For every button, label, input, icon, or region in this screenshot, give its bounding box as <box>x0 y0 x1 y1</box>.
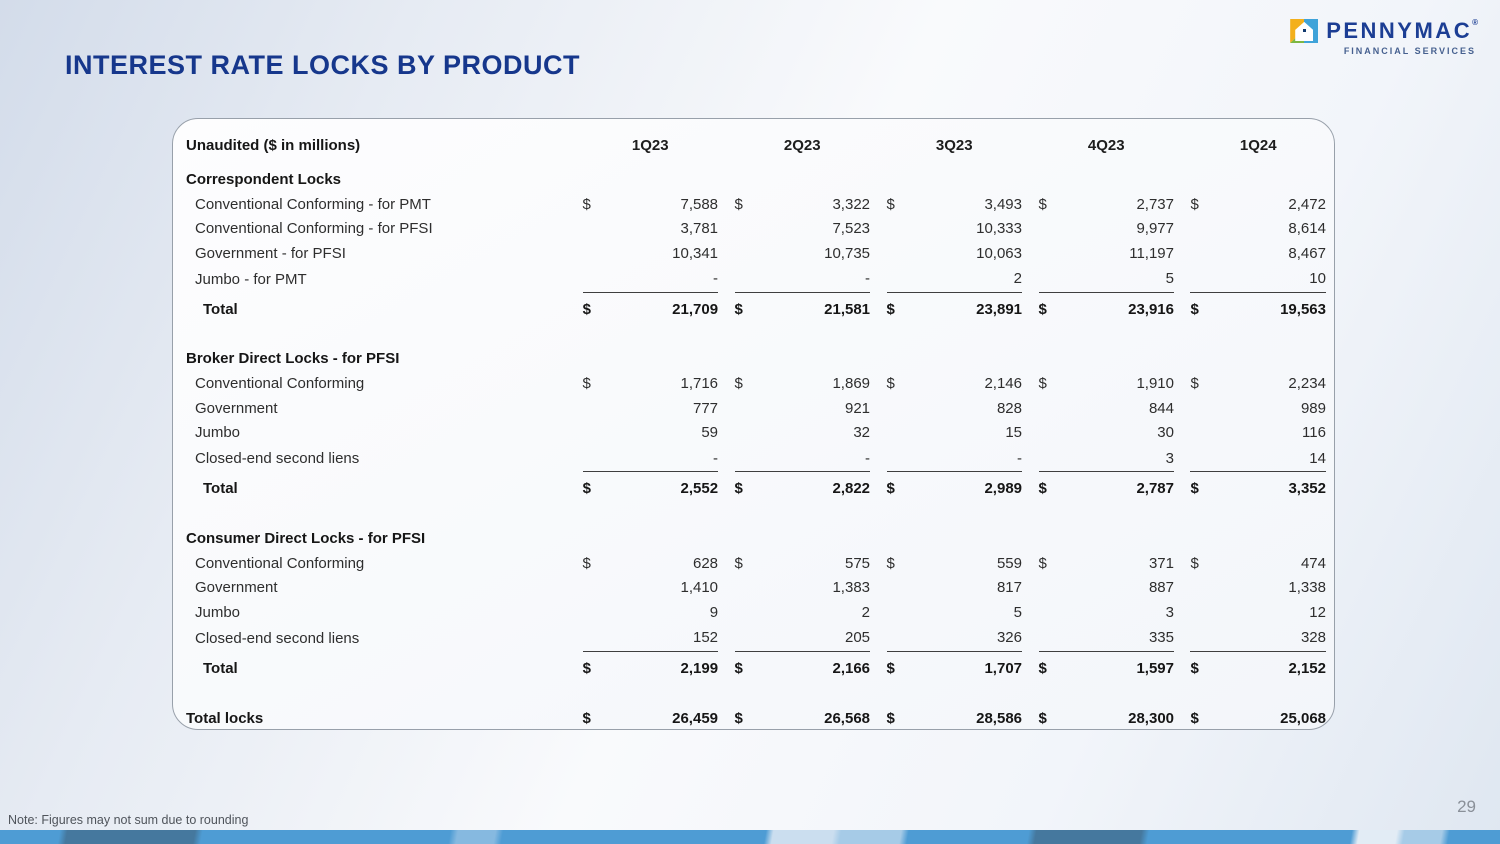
cell-value: 205 <box>844 629 871 646</box>
value-group <box>583 396 718 421</box>
value-group <box>1039 551 1174 576</box>
cell-value: 921 <box>844 399 871 417</box>
value-group-total <box>1039 296 1174 323</box>
grand-total-row <box>186 705 1326 732</box>
cell-value: 2,152 <box>1288 659 1326 677</box>
value-group <box>887 192 1022 217</box>
value-group <box>1039 600 1174 625</box>
value-group <box>735 551 870 576</box>
dollar-sign: $ <box>582 195 591 213</box>
value-group <box>1190 217 1325 242</box>
section-total-row <box>186 655 1326 682</box>
pennymac-logo <box>1290 18 1478 56</box>
dollar-sign: $ <box>734 709 743 727</box>
value-group <box>583 576 718 601</box>
table-row <box>186 625 1326 652</box>
value-group-grand <box>583 705 719 732</box>
table-row <box>186 576 1326 601</box>
section-total-row <box>186 296 1326 323</box>
section-header: Correspondent Locks <box>186 170 342 188</box>
value-group <box>1039 625 1174 652</box>
value-group <box>1190 396 1325 421</box>
value-group <box>887 576 1022 601</box>
value-group <box>583 421 718 446</box>
table-row <box>186 217 1326 242</box>
cell-value: 32 <box>853 424 871 442</box>
cell-value: 828 <box>996 399 1022 417</box>
row-label: Government - for PFSI <box>195 244 346 262</box>
value-group-total <box>583 475 718 502</box>
cell-value: 1,597 <box>1136 659 1174 677</box>
cell-value: 1,910 <box>1136 375 1174 393</box>
cell-value: 10,735 <box>824 244 871 262</box>
cell-value: 2 <box>861 603 871 621</box>
dollar-sign: $ <box>1190 300 1199 318</box>
table-row <box>186 396 1326 421</box>
value-group-total <box>735 475 870 502</box>
value-group-total <box>735 296 870 323</box>
column-header-label: 3Q23 <box>935 136 973 154</box>
cell-value: 628 <box>693 554 719 572</box>
cell-value: 328 <box>1300 629 1326 646</box>
dollar-sign: $ <box>1038 300 1047 318</box>
value-group <box>1190 576 1325 601</box>
value-group <box>887 372 1022 397</box>
value-group-total <box>1191 296 1326 323</box>
cell-value: 2,146 <box>984 375 1022 393</box>
dollar-sign: $ <box>1038 375 1047 393</box>
cell-value: 26,459 <box>672 709 719 727</box>
cell-value: 7,523 <box>832 220 871 238</box>
column-header <box>583 132 719 158</box>
total-label: Total <box>203 300 238 318</box>
dollar-sign: $ <box>1038 709 1047 727</box>
table-row <box>186 600 1326 625</box>
table-header-row <box>186 132 1326 158</box>
section-header: Consumer Direct Locks - for PFSI <box>186 529 426 547</box>
dollar-sign: $ <box>886 480 895 497</box>
value-group <box>583 600 718 625</box>
cell-value: 28,586 <box>976 709 1023 727</box>
value-group <box>583 372 718 397</box>
row-label: Government <box>195 579 278 597</box>
cell-value: 5 <box>1165 270 1174 287</box>
value-group <box>735 192 870 217</box>
brand-wordmark: PENNYMAC® <box>1326 18 1478 43</box>
value-group <box>735 421 870 446</box>
value-group <box>583 266 718 293</box>
value-group <box>583 217 718 242</box>
dollar-sign: $ <box>1190 554 1199 572</box>
page-title: INTEREST RATE LOCKS BY PRODUCT <box>65 50 581 80</box>
cell-value: 9 <box>709 603 719 621</box>
value-group-total <box>583 655 718 682</box>
column-header <box>735 132 871 158</box>
brand-tagline: FINANCIAL SERVICES <box>1343 46 1476 56</box>
column-header <box>1039 132 1175 158</box>
row-label: Jumbo - for PMT <box>195 270 307 288</box>
dollar-sign: $ <box>886 709 895 727</box>
cell-value: 1,383 <box>832 579 871 597</box>
cell-value: 575 <box>844 554 871 572</box>
cell-value: 8,614 <box>1288 220 1326 238</box>
cell-value: 989 <box>1300 399 1326 417</box>
value-group <box>735 217 870 242</box>
value-group <box>887 421 1022 446</box>
value-group <box>1190 600 1325 625</box>
value-group <box>735 625 870 652</box>
cell-value: 2,737 <box>1136 195 1174 213</box>
total-label: Total <box>203 480 238 497</box>
row-label: Jumbo <box>195 603 241 621</box>
total-label: Total <box>203 659 238 677</box>
value-group-grand <box>887 705 1023 732</box>
cell-value: 5 <box>1013 603 1022 621</box>
pennymac-house-icon <box>1290 19 1318 43</box>
dollar-sign: $ <box>582 659 591 677</box>
value-group <box>1039 217 1174 242</box>
dollar-sign: $ <box>1190 480 1199 497</box>
dollar-sign: $ <box>1190 375 1199 393</box>
value-group <box>887 445 1022 472</box>
cell-value: 3 <box>1165 449 1174 467</box>
cell-value: 19,563 <box>1280 300 1326 318</box>
row-label: Closed-end second liens <box>195 629 360 647</box>
dollar-sign: $ <box>734 554 743 572</box>
value-group <box>583 625 718 652</box>
value-group <box>1190 551 1325 576</box>
cell-value: 3,781 <box>680 220 719 238</box>
cell-value: 1,716 <box>680 375 719 393</box>
value-group-total <box>583 296 718 323</box>
cell-value: - <box>865 270 871 287</box>
dollar-sign: $ <box>582 480 591 497</box>
dollar-sign: $ <box>582 709 591 727</box>
value-group-grand <box>735 705 871 732</box>
locks-table <box>186 132 1326 732</box>
table-section <box>186 525 1326 682</box>
cell-value: 12 <box>1309 603 1326 621</box>
cell-value: 559 <box>996 554 1022 572</box>
cell-value: 844 <box>1148 399 1174 417</box>
column-header-label: 4Q23 <box>1087 136 1125 154</box>
value-group <box>887 266 1022 293</box>
value-group <box>735 372 870 397</box>
value-group-grand <box>1191 705 1327 732</box>
value-group <box>1039 421 1174 446</box>
row-label: Conventional Conforming <box>195 375 365 393</box>
value-group <box>583 192 718 217</box>
cell-value: 2,552 <box>680 480 719 497</box>
value-group <box>1190 266 1325 293</box>
cell-value: 3,322 <box>832 195 871 213</box>
cell-value: 2,989 <box>984 480 1023 497</box>
dollar-sign: $ <box>734 375 743 393</box>
unaudited-label: Unaudited ($ in millions) <box>186 136 361 154</box>
value-group-total <box>887 475 1022 502</box>
row-label: Jumbo <box>195 424 241 442</box>
value-group-total <box>1191 655 1326 682</box>
cell-value: 2,234 <box>1288 375 1326 393</box>
value-group <box>1039 192 1174 217</box>
cell-value: 2,166 <box>832 659 871 677</box>
dollar-sign: $ <box>734 195 743 213</box>
cell-value: 817 <box>996 579 1022 597</box>
value-group <box>735 445 870 472</box>
value-group <box>887 396 1022 421</box>
value-group-total <box>1039 655 1174 682</box>
cell-value: 777 <box>693 399 719 417</box>
dollar-sign: $ <box>734 480 743 497</box>
cell-value: - <box>713 449 719 467</box>
value-group <box>1039 241 1174 266</box>
cell-value: 335 <box>1148 629 1174 646</box>
table-row <box>186 445 1326 472</box>
cell-value: 326 <box>996 629 1022 646</box>
cell-value: 59 <box>701 424 719 442</box>
cell-value: - <box>1017 449 1022 467</box>
cell-value: 1,410 <box>680 579 719 597</box>
value-group <box>1039 576 1174 601</box>
dollar-sign: $ <box>1038 659 1047 677</box>
dollar-sign: $ <box>1190 709 1199 727</box>
cell-value: 23,916 <box>1128 300 1174 318</box>
cell-value: 2,472 <box>1288 195 1326 213</box>
dollar-sign: $ <box>582 375 591 393</box>
value-group <box>735 241 870 266</box>
cell-value: 25,068 <box>1280 709 1327 727</box>
dollar-sign: $ <box>1190 659 1199 677</box>
cell-value: 26,568 <box>824 709 871 727</box>
cell-value: 11,197 <box>1129 244 1174 262</box>
value-group <box>1190 372 1325 397</box>
dollar-sign: $ <box>1038 480 1047 497</box>
value-group <box>1190 625 1325 652</box>
value-group <box>583 445 718 472</box>
cell-value: - <box>865 449 871 467</box>
value-group-total <box>887 296 1022 323</box>
cell-value: 9,977 <box>1136 220 1174 238</box>
cell-value: 474 <box>1300 554 1326 572</box>
value-group <box>1039 396 1174 421</box>
cell-value: 1,707 <box>984 659 1023 677</box>
value-group-total <box>887 655 1022 682</box>
cell-value: 30 <box>1157 424 1174 442</box>
cell-value: 887 <box>1148 579 1174 597</box>
table-row <box>186 192 1326 217</box>
cell-value: 10 <box>1309 270 1326 287</box>
value-group <box>735 600 870 625</box>
column-header-label: 2Q23 <box>783 136 821 154</box>
value-group-grand <box>1039 705 1175 732</box>
dollar-sign: $ <box>886 195 895 213</box>
value-group <box>887 600 1022 625</box>
grand-total-label: Total locks <box>186 709 264 727</box>
dollar-sign: $ <box>886 300 895 318</box>
cell-value: 1,869 <box>832 375 871 393</box>
dollar-sign: $ <box>1038 554 1047 572</box>
cell-value: 21,581 <box>824 300 871 318</box>
registered-mark: ® <box>1472 18 1478 27</box>
value-group <box>887 241 1022 266</box>
cell-value: 3 <box>1165 603 1174 621</box>
cell-value: 1,338 <box>1288 579 1326 597</box>
cell-value: 116 <box>1302 424 1326 442</box>
value-group <box>583 551 718 576</box>
value-group-total <box>1039 475 1174 502</box>
locks-table-card <box>172 118 1335 730</box>
value-group <box>1190 241 1325 266</box>
table-section <box>186 346 1326 503</box>
value-group <box>887 625 1022 652</box>
row-label: Closed-end second liens <box>195 450 360 467</box>
dollar-sign: $ <box>886 659 895 677</box>
bottom-accent-band <box>0 830 1500 844</box>
value-group <box>1190 421 1325 446</box>
table-row <box>186 421 1326 446</box>
cell-value: 7,588 <box>680 195 719 213</box>
value-group <box>887 551 1022 576</box>
value-group <box>583 241 718 266</box>
cell-value: - <box>713 270 719 287</box>
cell-value: 23,891 <box>976 300 1023 318</box>
value-group <box>1039 372 1174 397</box>
column-header-label: 1Q23 <box>631 136 669 154</box>
value-group <box>735 396 870 421</box>
cell-value: 10,063 <box>976 244 1022 262</box>
dollar-sign: $ <box>582 554 591 572</box>
table-row <box>186 551 1326 576</box>
cell-value: 152 <box>693 629 719 646</box>
section-header: Broker Direct Locks - for PFSI <box>186 350 400 367</box>
row-label: Government <box>195 399 278 417</box>
row-label: Conventional Conforming - for PFSI <box>195 220 433 238</box>
cell-value: 371 <box>1148 554 1174 572</box>
cell-value: 2,199 <box>680 659 719 677</box>
dollar-sign: $ <box>582 300 591 318</box>
cell-value: 2 <box>1013 270 1022 287</box>
column-header <box>887 132 1023 158</box>
cell-value: 3,493 <box>984 195 1022 213</box>
dollar-sign: $ <box>734 300 743 318</box>
value-group <box>1190 445 1325 472</box>
dollar-sign: $ <box>734 659 743 677</box>
value-group <box>887 217 1022 242</box>
cell-value: 15 <box>1005 424 1022 442</box>
value-group <box>735 266 870 293</box>
row-label: Conventional Conforming - for PMT <box>195 195 431 213</box>
table-section <box>186 166 1326 323</box>
cell-value: 2,822 <box>832 480 871 497</box>
column-header <box>1191 132 1327 158</box>
dollar-sign: $ <box>1190 195 1199 213</box>
table-row <box>186 241 1326 266</box>
dollar-sign: $ <box>886 554 895 572</box>
value-group-total <box>1191 475 1326 502</box>
table-row <box>186 372 1326 397</box>
page-number: 29 <box>1457 797 1476 816</box>
value-group-total <box>735 655 870 682</box>
value-group <box>735 576 870 601</box>
cell-value: 8,467 <box>1288 244 1326 262</box>
table-row <box>186 266 1326 293</box>
value-group <box>1039 445 1174 472</box>
section-total-row <box>186 475 1326 502</box>
footnote: Note: Figures may not sum due to rounding <box>8 813 249 827</box>
value-group <box>1190 192 1325 217</box>
cell-value: 10,333 <box>976 220 1022 238</box>
row-label: Conventional Conforming <box>195 554 365 572</box>
cell-value: 2,787 <box>1136 480 1174 497</box>
dollar-sign: $ <box>886 375 895 393</box>
cell-value: 3,352 <box>1288 480 1326 497</box>
column-header-label: 1Q24 <box>1239 136 1277 154</box>
cell-value: 10,341 <box>672 244 719 262</box>
value-group <box>1039 266 1174 293</box>
dollar-sign: $ <box>1038 195 1047 213</box>
cell-value: 21,709 <box>672 300 719 318</box>
cell-value: 28,300 <box>1128 709 1175 727</box>
cell-value: 14 <box>1309 449 1326 467</box>
